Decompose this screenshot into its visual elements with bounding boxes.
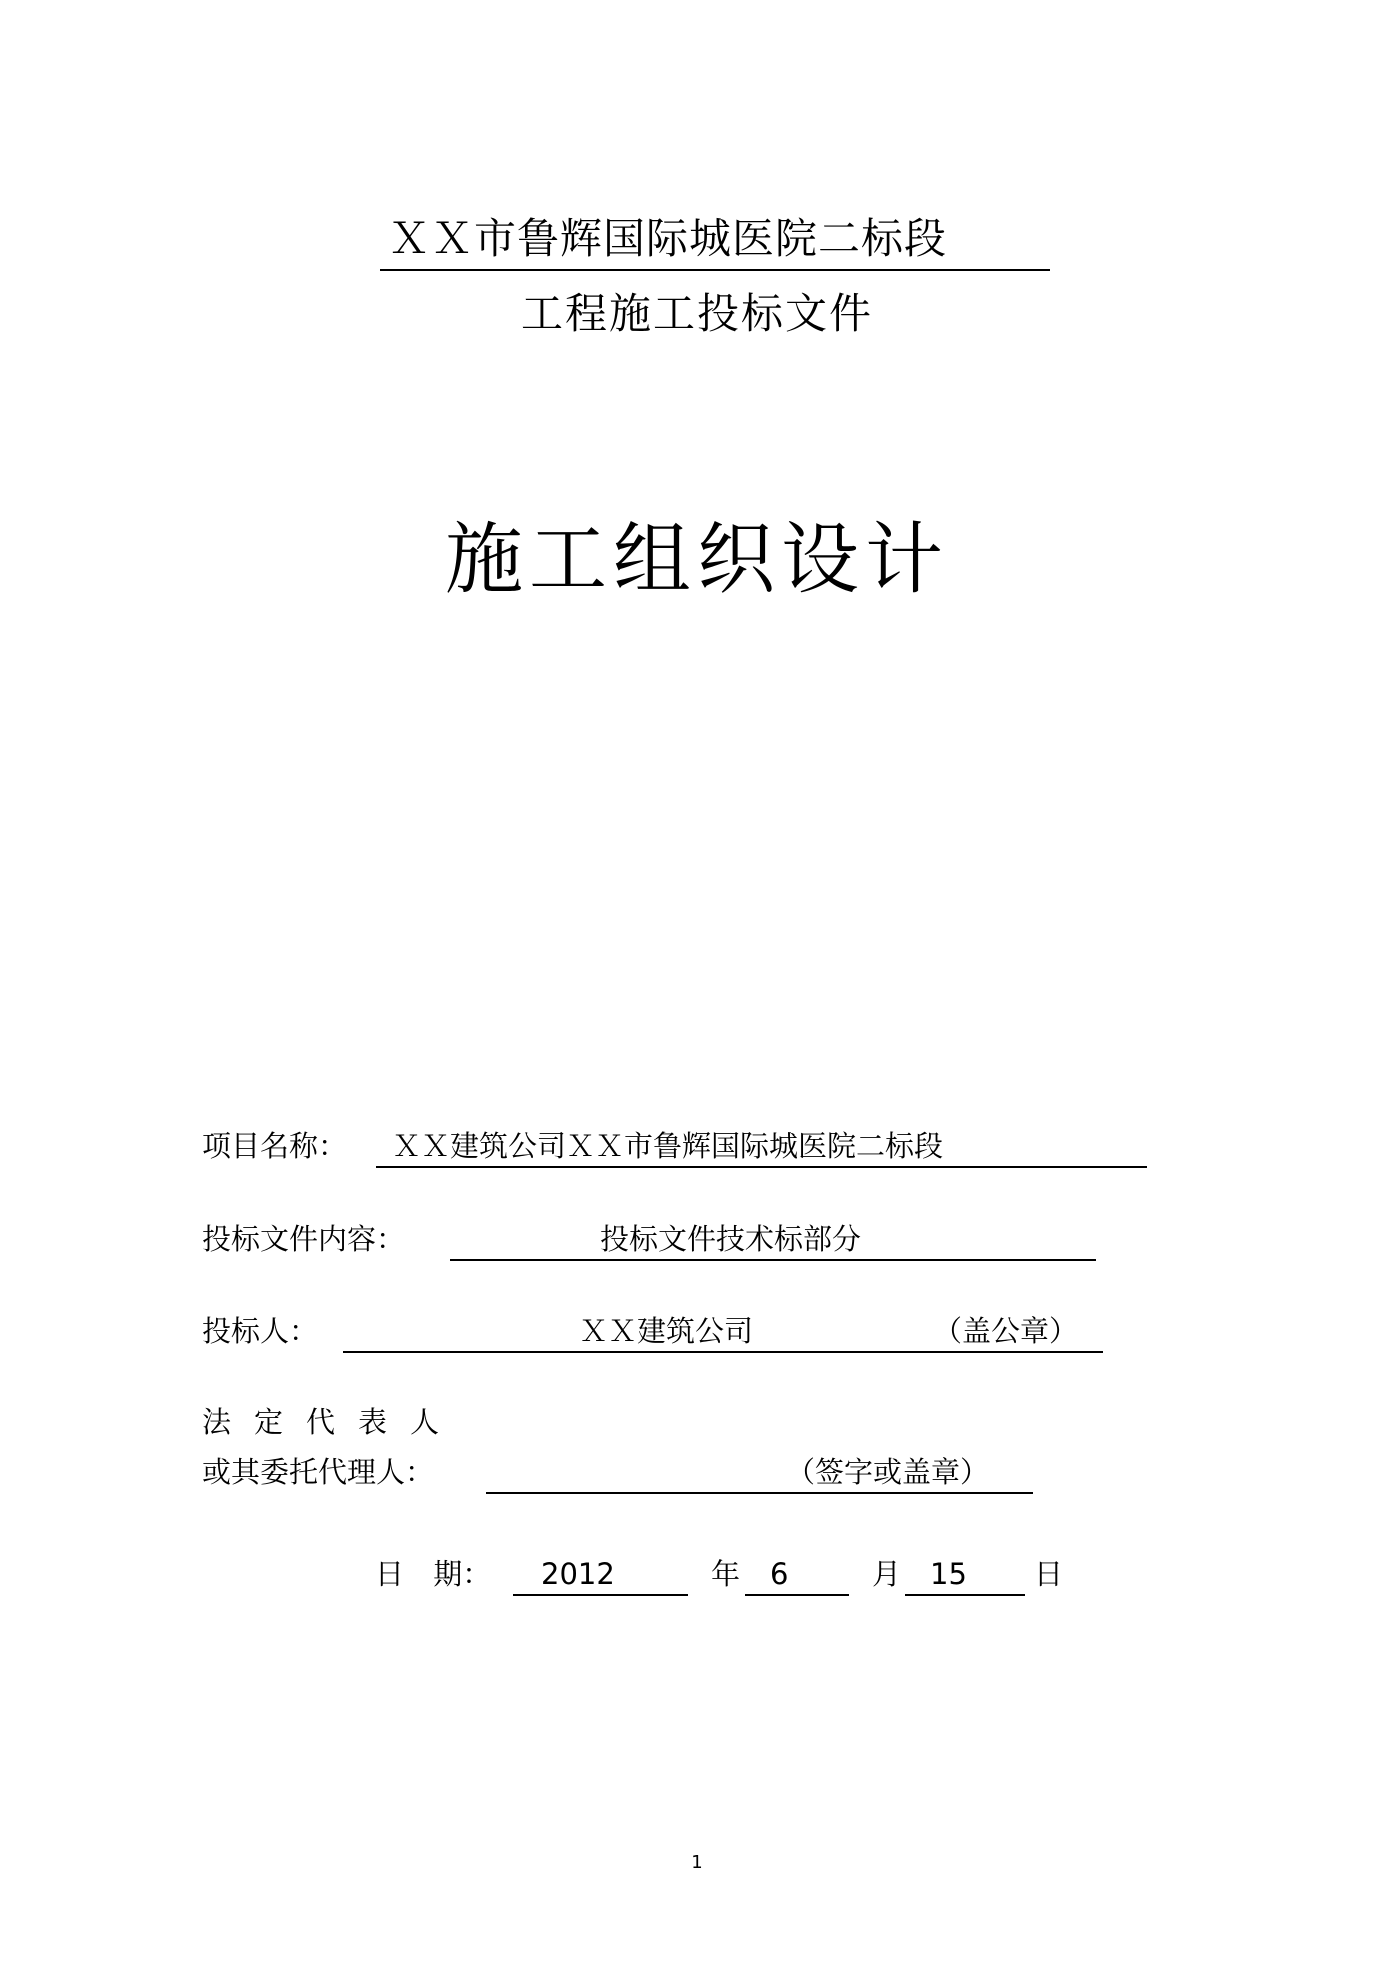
document-title-line2: 工程施工投标文件 — [520, 289, 873, 338]
bidder-label: 投标人： — [202, 1314, 319, 1348]
date-month-field — [745, 1554, 849, 1596]
content-label: 投标文件内容： — [202, 1222, 406, 1256]
date-year-field — [513, 1554, 688, 1596]
legal-rep-label-line1: 法定代表人 — [202, 1405, 463, 1439]
main-title: 施工组织设计 — [444, 515, 949, 605]
project-name-label: 项目名称： — [202, 1129, 348, 1163]
legal-rep-sign-note: （签字或盖章） — [786, 1455, 990, 1489]
document-title-line1: ＸＸ市鲁辉国际城医院二标段 — [380, 211, 1050, 271]
date-year-unit: 年 — [711, 1557, 741, 1591]
legal-rep-field — [486, 1452, 1033, 1494]
date-day-unit: 日 — [1034, 1557, 1064, 1591]
content-field — [450, 1219, 1096, 1261]
date-month-value: 6 — [770, 1557, 789, 1591]
content-value: 投标文件技术标部分 — [600, 1222, 862, 1256]
bidder-value: ＸＸ建筑公司 — [579, 1314, 754, 1348]
date-day-field — [905, 1554, 1025, 1596]
date-year-value: 2012 — [541, 1557, 615, 1591]
bidder-seal-note: （盖公章） — [933, 1314, 1079, 1348]
project-name-field — [376, 1126, 1147, 1168]
legal-rep-label-line2: 或其委托代理人： — [202, 1455, 435, 1489]
date-month-unit: 月 — [872, 1557, 902, 1591]
date-label: 日 期： — [375, 1557, 492, 1591]
page-number: 1 — [691, 1852, 703, 1873]
bidder-field — [343, 1311, 1103, 1353]
date-day-value: 15 — [930, 1557, 967, 1591]
project-name-value: ＸＸ建筑公司ＸＸ市鲁辉国际城医院二标段 — [392, 1129, 944, 1163]
